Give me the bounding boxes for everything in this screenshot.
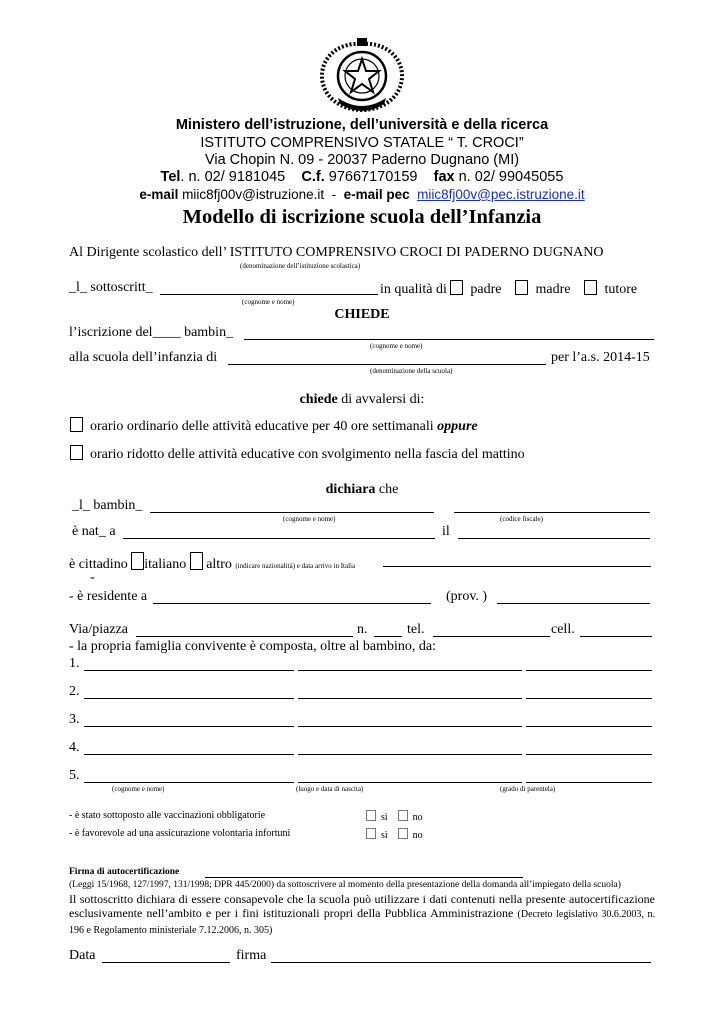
avvalersi-heading bbox=[0, 392, 724, 408]
province-field[interactable] bbox=[497, 603, 650, 604]
resident-label: - è residente a bbox=[69, 589, 148, 604]
tutore-label: tutore bbox=[604, 282, 638, 297]
prov-label: (prov. ) bbox=[446, 589, 488, 604]
fax-label: fax bbox=[433, 169, 455, 185]
fax-value: n. 02/ 99045055 bbox=[454, 169, 564, 185]
privacy-statement bbox=[69, 892, 655, 938]
other-citizenship-checkbox[interactable] bbox=[190, 552, 203, 570]
vaccination-question: - è stato sottoposto alle vaccinazioni obbligatorie bbox=[69, 810, 266, 821]
school-hint: (denominazione della scuola) bbox=[370, 367, 453, 375]
nationality-field[interactable] bbox=[383, 566, 651, 567]
contact-phones bbox=[0, 169, 724, 186]
avvalersi-rest: di avvalersi di: bbox=[337, 392, 425, 407]
family-relation-field[interactable] bbox=[526, 670, 652, 671]
family-birth-hint: (luogo e data di nascita) bbox=[296, 785, 364, 793]
date-label: Data bbox=[69, 948, 96, 963]
madre-checkbox[interactable] bbox=[515, 280, 528, 295]
family-relation-field[interactable] bbox=[526, 726, 652, 727]
email-separator: - bbox=[324, 187, 344, 202]
street-label: Via/piazza bbox=[69, 622, 129, 637]
family-birth-field[interactable] bbox=[298, 670, 522, 671]
signer-hint: (cognome e nome) bbox=[242, 298, 295, 306]
option1-text: orario ordinario delle attività educative per 40 ore settimanali bbox=[90, 419, 438, 434]
insurance-yes-label: sì bbox=[381, 830, 388, 841]
family-birth-field[interactable] bbox=[298, 754, 522, 755]
laws-reference: (Leggi 15/1968, 127/1997, 131/1998; DPR 445/2000) da sottoscrivere al momento della presentazione della domanda all’impiegato della scuola) bbox=[69, 880, 621, 890]
italian-checkbox[interactable] bbox=[131, 552, 144, 570]
tel-value: . n. 02/ 9181045 bbox=[180, 169, 286, 185]
family-name-field[interactable] bbox=[84, 726, 294, 727]
addressee-line: Al Dirigente scolastico dell’ ISTITUTO COMPRENSIVO CROCI DI PADERNO DUGNANO bbox=[69, 245, 604, 260]
child-tax-code-field[interactable] bbox=[454, 512, 650, 513]
family-row-number: 2. bbox=[69, 684, 80, 699]
citizen-other: altro bbox=[206, 557, 232, 572]
phone-label: tel. bbox=[407, 622, 425, 637]
school-label: alla scuola dell’infanzia di bbox=[69, 350, 218, 365]
family-birth-field[interactable] bbox=[298, 726, 522, 727]
reduced-schedule-checkbox[interactable] bbox=[70, 445, 83, 460]
padre-checkbox[interactable] bbox=[450, 280, 463, 295]
vaccination-no-label: no bbox=[412, 812, 423, 823]
school-year: per l’a.s. 2014-15 bbox=[551, 350, 650, 365]
final-signature-field[interactable] bbox=[271, 962, 651, 963]
phone-field[interactable] bbox=[433, 636, 550, 637]
privacy-reference: (Decreto legislativo 30.6.2003, n. 196 e Regolamento ministeriale 7.12.2006, n. 305) bbox=[69, 909, 655, 936]
family-row-number: 3. bbox=[69, 712, 80, 727]
signer-name-field[interactable] bbox=[160, 294, 378, 295]
enroll-label: l’iscrizione del____ bambin_ bbox=[69, 325, 234, 340]
residence-field[interactable] bbox=[153, 603, 431, 604]
schedule-option-reduced bbox=[70, 445, 525, 463]
family-name-field[interactable] bbox=[84, 754, 294, 755]
family-relation-field[interactable] bbox=[526, 754, 652, 755]
child-name-field[interactable] bbox=[244, 339, 654, 340]
family-birth-field[interactable] bbox=[298, 698, 522, 699]
insurance-no-label: no bbox=[412, 830, 423, 841]
dash-mark: - bbox=[90, 570, 95, 585]
signer-label: _l_ sottoscritt_ bbox=[69, 280, 153, 295]
born-label: è nat_ a bbox=[72, 524, 116, 539]
role-selector bbox=[380, 280, 637, 298]
declared-child-name-field[interactable] bbox=[150, 512, 434, 513]
insurance-question: - è favorevole ad una assicurazione volontaria infortuni bbox=[69, 828, 291, 839]
privacy-text: Il sottoscritto dichiara di essere consapevole che la scuola può utilizzare i dati contenuti nella presente autocertificazione esclusivamente nell’ambito e per i fini istituzionali propri della Pubblica Amministrazione bbox=[69, 892, 655, 920]
self-cert-sign-label: Firma di autocertificazione bbox=[69, 867, 180, 877]
cf-value: 97667170159 bbox=[324, 169, 418, 185]
dichiara-bold: dichiara bbox=[325, 482, 376, 497]
cf-label: C.f. bbox=[301, 169, 325, 185]
citizen-hint: (indicare nazionalità) e data arrivo in Italia bbox=[235, 562, 356, 570]
date-field[interactable] bbox=[102, 962, 230, 963]
family-name-field[interactable] bbox=[84, 670, 294, 671]
family-relation-hint: (grado di parentela) bbox=[500, 785, 556, 793]
child-name-hint: (cognome e nome) bbox=[283, 515, 336, 523]
insurance-answers bbox=[366, 828, 423, 841]
family-name-field[interactable] bbox=[84, 782, 294, 783]
cell-label: cell. bbox=[551, 622, 575, 637]
email-label: e-mail bbox=[139, 187, 179, 202]
school-address: Via Chopin N. 09 - 20037 Paderno Dugnano (MI) bbox=[204, 152, 520, 168]
born-il-label: il bbox=[442, 524, 450, 539]
schedule-option-ordinary bbox=[70, 417, 478, 435]
dichiara-heading bbox=[0, 482, 724, 498]
republic-emblem-icon bbox=[318, 38, 406, 116]
ministry-name: Ministero dell’istruzione, dell’università e della ricerca bbox=[175, 117, 549, 133]
vaccination-yes-label: sì bbox=[381, 812, 388, 823]
enroll-hint: (cognome e nome) bbox=[370, 342, 423, 350]
tutore-checkbox[interactable] bbox=[584, 280, 597, 295]
family-relation-field[interactable] bbox=[526, 782, 652, 783]
option2-text: orario ridotto delle attività educative con svolgimento nella fascia del mattino bbox=[90, 447, 525, 462]
insurance-yes-checkbox[interactable] bbox=[366, 828, 376, 839]
family-birth-field[interactable] bbox=[298, 782, 522, 783]
email-value: miic8fj00v@istruzione.it bbox=[178, 187, 325, 202]
padre-label: padre bbox=[470, 282, 502, 297]
avvalersi-bold: chiede bbox=[299, 392, 338, 407]
firma-label: firma bbox=[236, 948, 267, 963]
child-label: _l_ bambin_ bbox=[72, 498, 143, 513]
cell-field[interactable] bbox=[580, 636, 652, 637]
family-row-number: 4. bbox=[69, 740, 80, 755]
insurance-no-checkbox[interactable] bbox=[398, 828, 408, 839]
contact-emails bbox=[0, 186, 724, 203]
vaccination-yes-checkbox[interactable] bbox=[366, 810, 376, 821]
family-relation-field[interactable] bbox=[526, 698, 652, 699]
addressee-hint: (denominazione dell’istituzione scolastica) bbox=[240, 262, 361, 270]
tax-code-hint: (codice fiscale) bbox=[500, 515, 543, 523]
street-number-label: n. bbox=[357, 622, 368, 637]
street-number-field[interactable] bbox=[374, 636, 402, 637]
citizen-label: è cittadino bbox=[69, 557, 128, 572]
family-name-hint: (cognome e nome) bbox=[112, 785, 165, 793]
school-name-field[interactable] bbox=[228, 364, 546, 365]
citizen-italian: italiano bbox=[144, 557, 187, 572]
pec-label: e-mail pec bbox=[343, 187, 410, 202]
family-name-field[interactable] bbox=[84, 698, 294, 699]
family-row-number: 1. bbox=[69, 656, 80, 671]
form-title: Modello di iscrizione scuola dell’Infanzia bbox=[182, 206, 542, 228]
role-label: in qualità di bbox=[380, 282, 447, 297]
tel-label: Tel bbox=[160, 169, 181, 185]
street-field[interactable] bbox=[136, 636, 353, 637]
citizenship-row bbox=[69, 552, 355, 573]
family-row-number: 5. bbox=[69, 768, 80, 783]
birthplace-field[interactable] bbox=[123, 538, 435, 539]
ordinary-schedule-checkbox[interactable] bbox=[70, 417, 83, 432]
vaccination-no-checkbox[interactable] bbox=[398, 810, 408, 821]
dichiara-rest: che bbox=[375, 482, 399, 497]
madre-label: madre bbox=[535, 282, 571, 297]
family-label: - la propria famiglia convivente è composta, oltre al bambino, da: bbox=[69, 639, 436, 654]
vaccination-answers bbox=[366, 810, 423, 823]
pec-email-link[interactable]: miic8fj00v@pec.istruzione.it bbox=[417, 187, 585, 202]
option1-oppure: oppure bbox=[437, 419, 478, 434]
school-name: ISTITUTO COMPRENSIVO STATALE “ T. CROCI” bbox=[200, 135, 524, 151]
birthdate-field[interactable] bbox=[458, 538, 650, 539]
self-cert-signature-field[interactable] bbox=[205, 877, 523, 878]
chiede-heading: CHIEDE bbox=[334, 307, 390, 322]
